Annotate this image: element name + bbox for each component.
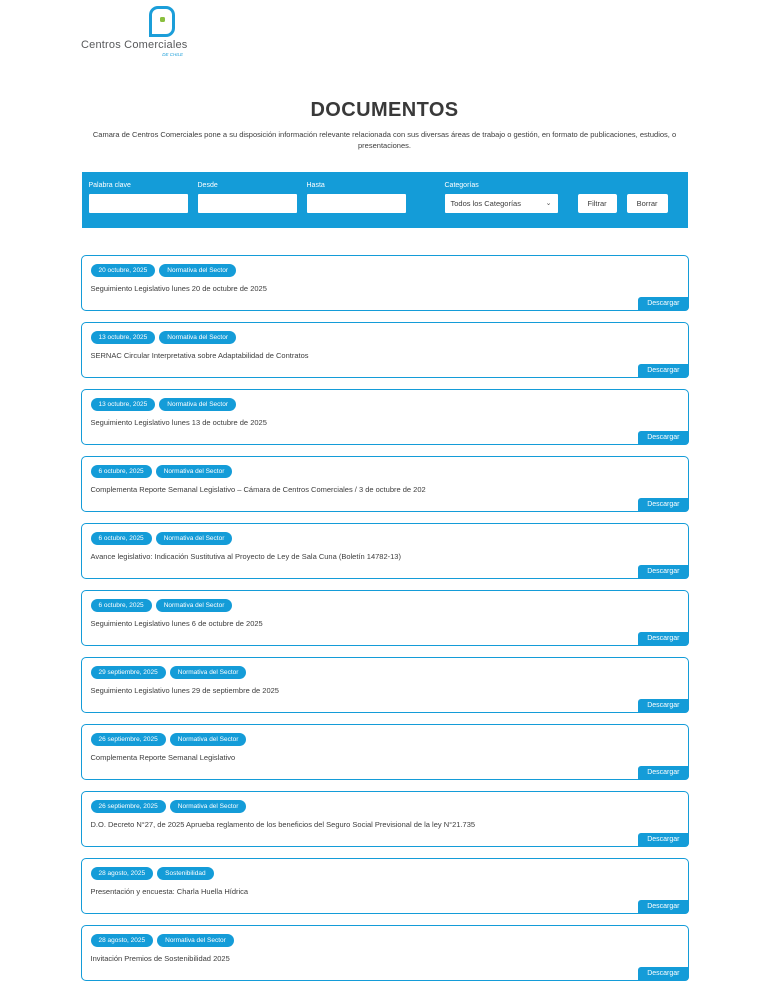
- document-card: [81, 255, 689, 311]
- chevron-down-icon: ⌄: [545, 200, 552, 207]
- document-card: [81, 322, 689, 378]
- document-card: [81, 456, 689, 512]
- download-button[interactable]: Descargar: [638, 699, 688, 713]
- logo[interactable]: [81, 6, 191, 57]
- keyword-label: Palabra clave: [88, 181, 131, 189]
- date-to-label: Hasta: [306, 181, 325, 189]
- document-title: Avance legislativo: Indicación Sustitutiva al Proyecto de Ley de Sala Cuna (Boletín 14782-13): [90, 551, 401, 561]
- page-description: Camara de Centros Comerciales pone a su disposición información relevante relacionada con sus diversas áreas de trabajo o gestión, en formato de publicaciones, estudios, o presentaciones.: [92, 130, 677, 151]
- documents-list: [81, 255, 689, 981]
- category-badge[interactable]: Normativa del Sector: [156, 465, 233, 478]
- document-title: Invitación Premios de Sostenibilidad 2025: [90, 953, 230, 963]
- document-card: [81, 858, 689, 914]
- category-badge[interactable]: Normativa del Sector: [159, 264, 236, 277]
- categories-selected-value: Todos los Categorías: [450, 198, 521, 208]
- document-title: Seguimiento Legislativo lunes 6 de octubre de 2025: [90, 618, 263, 628]
- filter-button[interactable]: Filtrar: [578, 194, 617, 213]
- download-button[interactable]: Descargar: [638, 431, 688, 445]
- document-card: [81, 925, 689, 981]
- download-button[interactable]: Descargar: [638, 632, 688, 646]
- badges-row: [91, 264, 679, 277]
- date-badge[interactable]: 20 octubre, 2025: [91, 264, 156, 277]
- category-badge[interactable]: Normativa del Sector: [157, 934, 234, 947]
- keyword-input[interactable]: [89, 194, 188, 213]
- date-from-field-group: [198, 182, 297, 213]
- date-from-input[interactable]: [198, 194, 297, 213]
- badges-row: [91, 532, 679, 545]
- badges-row: [91, 800, 679, 813]
- badges-row: [91, 934, 679, 947]
- document-title: Presentación y encuesta: Charla Huella Hídrica: [90, 886, 249, 896]
- download-button[interactable]: Descargar: [638, 498, 688, 512]
- download-button[interactable]: Descargar: [638, 766, 688, 780]
- date-to-field-group: [307, 182, 406, 213]
- document-title: Seguimiento Legislativo lunes 13 de octubre de 2025: [90, 417, 267, 427]
- badges-row: [91, 331, 679, 344]
- download-button[interactable]: Descargar: [638, 364, 688, 378]
- document-card: [81, 389, 689, 445]
- date-badge[interactable]: 6 octubre, 2025: [91, 465, 152, 478]
- category-badge[interactable]: Sostenibilidad: [157, 867, 213, 880]
- document-card: [81, 791, 689, 847]
- badges-row: [91, 666, 679, 679]
- clear-button[interactable]: Borrar: [627, 194, 668, 213]
- document-card: [81, 523, 689, 579]
- document-title: Complementa Reporte Semanal Legislativo – Cámara de Centros Comerciales / 3 de octubre de 202: [90, 484, 426, 494]
- category-badge[interactable]: Normativa del Sector: [170, 666, 247, 679]
- date-badge[interactable]: 13 octubre, 2025: [91, 331, 156, 344]
- document-title: D.O. Decreto N°27, de 2025 Aprueba reglamento de los beneficios del Seguro Social Previsional de la ley N°21.735: [90, 819, 476, 829]
- document-title: Complementa Reporte Semanal Legislativo: [90, 752, 236, 762]
- date-to-input[interactable]: [307, 194, 406, 213]
- download-button[interactable]: Descargar: [638, 900, 688, 914]
- download-button[interactable]: Descargar: [638, 297, 688, 311]
- document-title: Seguimiento Legislativo lunes 29 de septiembre de 2025: [90, 685, 279, 695]
- category-badge[interactable]: Normativa del Sector: [170, 733, 247, 746]
- date-badge[interactable]: 6 octubre, 2025: [91, 599, 152, 612]
- document-title: SERNAC Circular Interpretativa sobre Adaptabilidad de Contratos: [90, 350, 309, 360]
- keyword-field-group: [89, 182, 188, 213]
- brand-name: Centros Comerciales: [81, 39, 188, 51]
- date-badge[interactable]: 26 septiembre, 2025: [91, 733, 166, 746]
- badges-row: [91, 398, 679, 411]
- category-badge[interactable]: Normativa del Sector: [156, 532, 233, 545]
- date-badge[interactable]: 26 septiembre, 2025: [91, 800, 166, 813]
- download-button[interactable]: Descargar: [638, 565, 688, 579]
- document-card: [81, 724, 689, 780]
- document-card: [81, 657, 689, 713]
- date-badge[interactable]: 29 septiembre, 2025: [91, 666, 166, 679]
- brand-logo-icon: [149, 6, 175, 37]
- categories-select[interactable]: [445, 194, 558, 213]
- brand-tagline: DE CHILE: [162, 51, 183, 57]
- download-button[interactable]: Descargar: [638, 833, 688, 847]
- categories-field-group: [445, 182, 558, 213]
- category-badge[interactable]: Normativa del Sector: [159, 331, 236, 344]
- badges-row: [91, 867, 679, 880]
- page-title: DOCUMENTOS: [310, 99, 459, 121]
- date-badge[interactable]: 28 agosto, 2025: [91, 867, 154, 880]
- download-button[interactable]: Descargar: [638, 967, 688, 981]
- date-badge[interactable]: 6 octubre, 2025: [91, 532, 152, 545]
- date-badge[interactable]: 13 octubre, 2025: [91, 398, 156, 411]
- badges-row: [91, 733, 679, 746]
- badges-row: [91, 599, 679, 612]
- date-badge[interactable]: 28 agosto, 2025: [91, 934, 154, 947]
- logo-green-dot-icon: [160, 17, 165, 22]
- category-badge[interactable]: Normativa del Sector: [170, 800, 247, 813]
- date-from-label: Desde: [197, 181, 218, 189]
- category-badge[interactable]: Normativa del Sector: [156, 599, 233, 612]
- badges-row: [91, 465, 679, 478]
- document-card: [81, 590, 689, 646]
- document-title: Seguimiento Legislativo lunes 20 de octubre de 2025: [90, 283, 267, 293]
- header: [0, 0, 769, 62]
- filter-bar: [82, 172, 688, 228]
- categories-label: Categorías: [444, 181, 479, 189]
- category-badge[interactable]: Normativa del Sector: [159, 398, 236, 411]
